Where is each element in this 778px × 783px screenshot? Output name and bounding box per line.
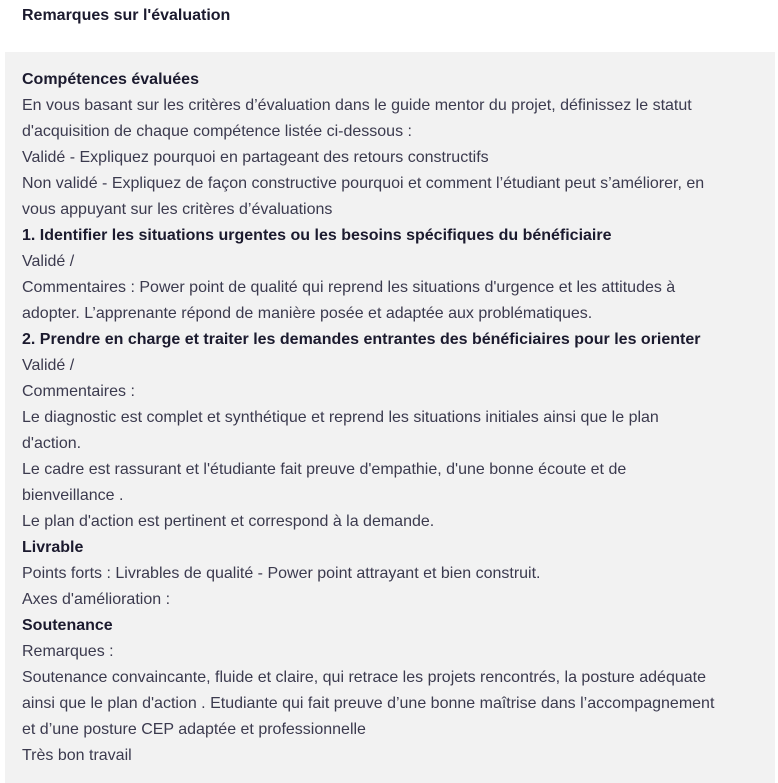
section-heading-livrable: Livrable	[22, 539, 84, 556]
competence-2-comment: d'action.	[22, 435, 82, 452]
competence-1-comment: Commentaires : Power point de qualité qui reprend les situations d'urgence et les attitudes à	[22, 279, 676, 296]
instruction-line: vous appuyant sur les critères d’évaluations	[22, 201, 333, 218]
livrable-strengths: Points forts : Livrables de qualité - Power point attrayant et bien construit.	[22, 565, 541, 582]
livrable-improvements: Axes d'amélioration :	[22, 591, 171, 608]
section-heading-competences: Compétences évaluées	[22, 71, 199, 88]
remarks-header	[5, 0, 775, 52]
final-verdict: Très bon travail	[22, 747, 132, 764]
competence-2-comment: Le cadre est rassurant et l'étudiante fait preuve d'empathie, d'une bonne écoute et de	[22, 461, 627, 478]
soutenance-remarks: et d’une posture CEP adaptée et professionnelle	[22, 721, 366, 738]
competence-2-status: Validé /	[22, 357, 75, 374]
instruction-line: En vous basant sur les critères d’évaluation dans le guide mentor du projet, définissez le statut	[22, 97, 692, 114]
remarks-content	[5, 52, 775, 783]
competence-2-comment: Le diagnostic est complet et synthétique et reprend les situations initiales ainsi que le plan	[22, 409, 659, 426]
instruction-line: d'acquisition de chaque compétence listée ci-dessous :	[22, 123, 412, 140]
competence-2-heading: 2. Prendre en charge et traiter les demandes entrantes des bénéficiaires pour les orienter	[22, 331, 701, 348]
soutenance-remarks: ainsi que le plan d'action . Etudiante qui fait preuve d’une bonne maîtrise dans l’accompagnement	[22, 695, 715, 712]
competence-1-status: Validé /	[22, 253, 75, 270]
instruction-validated: Validé - Expliquez pourquoi en partageant des retours constructifs	[22, 149, 489, 166]
competence-2-comment-label: Commentaires :	[22, 383, 135, 400]
remarks-title: Remarques sur l'évaluation	[22, 7, 231, 24]
soutenance-remarks-label: Remarques :	[22, 643, 114, 660]
competence-1-heading: 1. Identifier les situations urgentes ou les besoins spécifiques du bénéficiaire	[22, 227, 612, 244]
instruction-not-validated: Non validé - Expliquez de façon constructive pourquoi et comment l’étudiant peut s’améliorer, en	[22, 175, 705, 192]
competence-2-comment: bienveillance .	[22, 487, 124, 504]
competence-2-comment: Le plan d'action est pertinent et correspond à la demande.	[22, 513, 435, 530]
competence-1-comment: adopter. L’apprenante répond de manière posée et adaptée aux problématiques.	[22, 305, 593, 322]
section-heading-soutenance: Soutenance	[22, 617, 113, 634]
soutenance-remarks: Soutenance convaincante, fluide et claire, qui retrace les projets rencontrés, la posture adéquate	[22, 669, 706, 686]
